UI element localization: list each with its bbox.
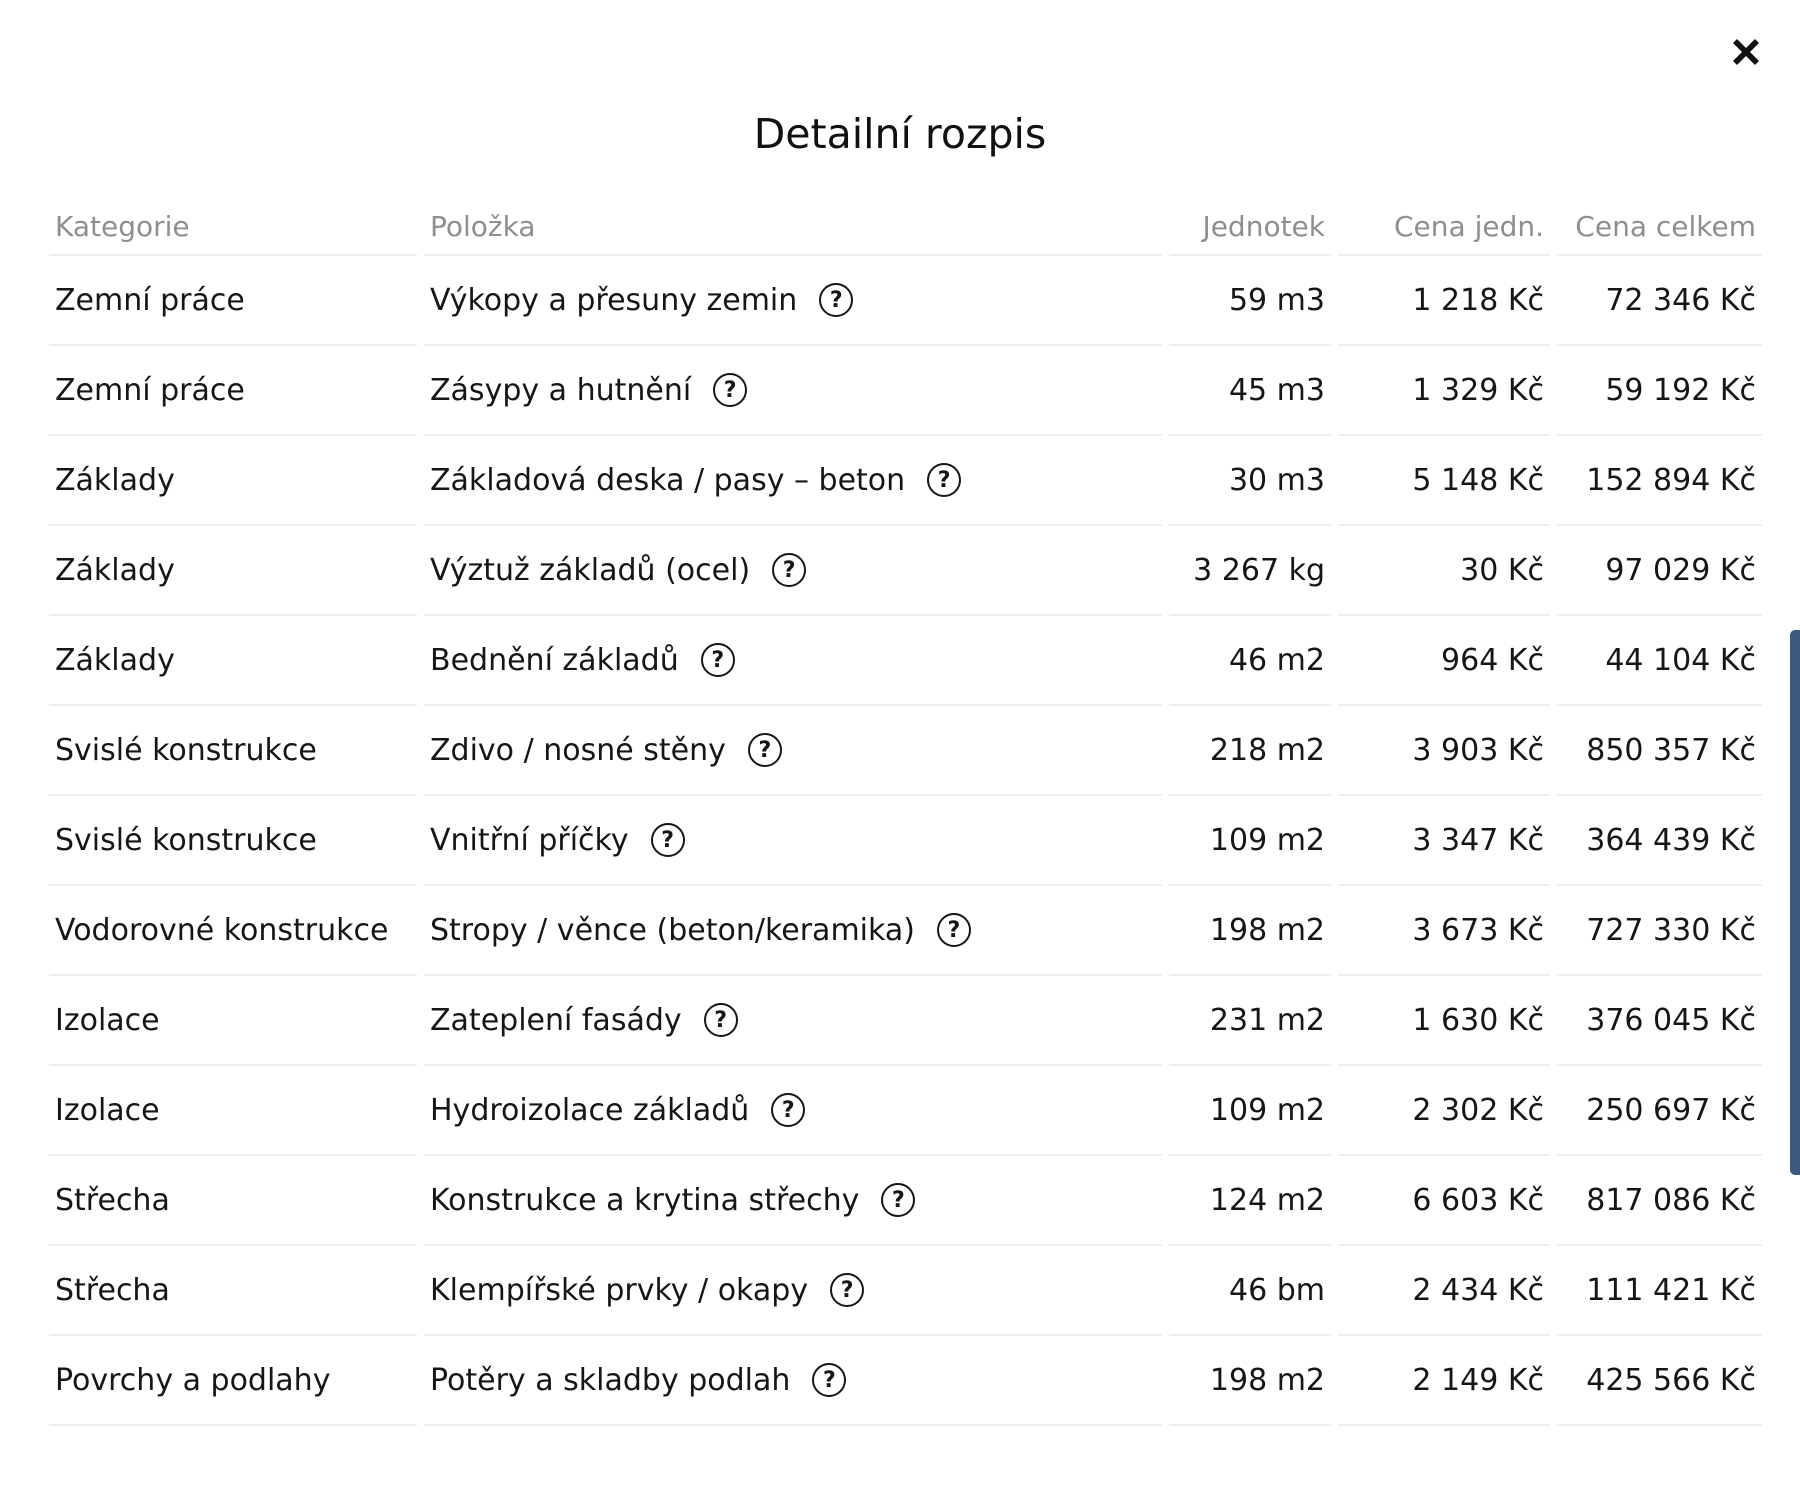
cell-category: Základy <box>49 616 417 706</box>
cell-item <box>424 1336 1162 1426</box>
cell-category: Základy <box>49 436 417 526</box>
cell-total-price: 97 029 Kč <box>1557 526 1762 616</box>
cell-unit-price: 1 630 Kč <box>1338 976 1550 1066</box>
breakdown-table <box>42 198 1769 1426</box>
cell-units: 45 m3 <box>1169 346 1331 436</box>
item-label: Výkopy a přesuny zemin <box>430 282 798 318</box>
cell-item <box>424 796 1162 886</box>
cell-category: Svislé konstrukce <box>49 706 417 796</box>
cell-units: 109 m2 <box>1169 1066 1331 1156</box>
cell-item <box>424 1066 1162 1156</box>
table-row <box>49 256 1762 346</box>
item-label: Zateplení fasády <box>430 1002 682 1038</box>
cell-total-price: 250 697 Kč <box>1557 1066 1762 1156</box>
cell-units: 124 m2 <box>1169 1156 1331 1246</box>
cell-category: Svislé konstrukce <box>49 796 417 886</box>
table-row <box>49 616 1762 706</box>
item-label: Základová deska / pasy – beton <box>430 462 906 498</box>
cell-category: Izolace <box>49 1066 417 1156</box>
cell-item <box>424 346 1162 436</box>
cell-item <box>424 436 1162 526</box>
item-label: Hydroizolace základů <box>430 1092 750 1128</box>
cell-item <box>424 526 1162 616</box>
cell-total-price: 364 439 Kč <box>1557 796 1762 886</box>
cell-category: Střecha <box>49 1156 417 1246</box>
cell-total-price: 425 566 Kč <box>1557 1336 1762 1426</box>
cell-units: 3 267 kg <box>1169 526 1331 616</box>
cell-units: 218 m2 <box>1169 706 1331 796</box>
cell-category: Vodorovné konstrukce <box>49 886 417 976</box>
cell-unit-price: 3 347 Kč <box>1338 796 1550 886</box>
cell-unit-price: 6 603 Kč <box>1338 1156 1550 1246</box>
table-row <box>49 1156 1762 1246</box>
cell-item <box>424 616 1162 706</box>
cell-category: Zemní práce <box>49 256 417 346</box>
item-label: Vnitřní příčky <box>430 822 629 858</box>
header-category: Kategorie <box>49 198 417 256</box>
table-row <box>49 346 1762 436</box>
cell-units: 46 bm <box>1169 1246 1331 1336</box>
cell-units: 231 m2 <box>1169 976 1331 1066</box>
cell-unit-price: 3 673 Kč <box>1338 886 1550 976</box>
cell-unit-price: 30 Kč <box>1338 526 1550 616</box>
scrollbar-thumb[interactable] <box>1790 630 1800 1175</box>
cell-item <box>424 1246 1162 1336</box>
cell-units: 198 m2 <box>1169 1336 1331 1426</box>
table-body <box>49 256 1762 1426</box>
table-row <box>49 436 1762 526</box>
cell-category: Zemní práce <box>49 346 417 436</box>
header-unit-price: Cena jedn. <box>1338 198 1550 256</box>
table-row <box>49 976 1762 1066</box>
cell-category: Izolace <box>49 976 417 1066</box>
table-row <box>49 886 1762 976</box>
cell-total-price: 727 330 Kč <box>1557 886 1762 976</box>
item-label: Výztuž základů (ocel) <box>430 552 751 588</box>
modal-title: Detailní rozpis <box>753 110 1047 158</box>
header-total-price: Cena celkem <box>1557 198 1762 256</box>
help-icon[interactable]: ? <box>937 913 971 947</box>
item-label: Klempířské prvky / okapy <box>430 1272 809 1308</box>
cell-total-price: 817 086 Kč <box>1557 1156 1762 1246</box>
cell-unit-price: 1 329 Kč <box>1338 346 1550 436</box>
cell-item <box>424 706 1162 796</box>
help-icon[interactable]: ? <box>881 1183 915 1217</box>
cell-unit-price: 2 149 Kč <box>1338 1336 1550 1426</box>
cell-total-price: 850 357 Kč <box>1557 706 1762 796</box>
cell-units: 59 m3 <box>1169 256 1331 346</box>
cell-unit-price: 2 434 Kč <box>1338 1246 1550 1336</box>
close-button[interactable] <box>1722 28 1770 76</box>
help-icon[interactable]: ? <box>927 463 961 497</box>
close-x-icon <box>1728 34 1764 70</box>
cell-item <box>424 886 1162 976</box>
cell-item <box>424 976 1162 1066</box>
item-label: Konstrukce a krytina střechy <box>430 1182 860 1218</box>
help-icon[interactable]: ? <box>651 823 685 857</box>
cell-total-price: 59 192 Kč <box>1557 346 1762 436</box>
help-icon[interactable]: ? <box>830 1273 864 1307</box>
help-icon[interactable]: ? <box>772 553 806 587</box>
header-item: Položka <box>424 198 1162 256</box>
item-label: Potěry a skladby podlah <box>430 1362 791 1398</box>
item-label: Stropy / věnce (beton/keramika) <box>430 912 915 948</box>
breakdown-table-wrapper <box>42 198 1757 1426</box>
help-icon[interactable]: ? <box>748 733 782 767</box>
table-row <box>49 526 1762 616</box>
cell-item <box>424 256 1162 346</box>
header-units: Jednotek <box>1169 198 1331 256</box>
cell-unit-price: 1 218 Kč <box>1338 256 1550 346</box>
cell-units: 30 m3 <box>1169 436 1331 526</box>
item-label: Zdivo / nosné stěny <box>430 732 726 768</box>
cell-category: Základy <box>49 526 417 616</box>
cell-total-price: 376 045 Kč <box>1557 976 1762 1066</box>
cell-unit-price: 3 903 Kč <box>1338 706 1550 796</box>
help-icon[interactable]: ? <box>771 1093 805 1127</box>
cell-units: 198 m2 <box>1169 886 1331 976</box>
help-icon[interactable]: ? <box>713 373 747 407</box>
item-label: Zásypy a hutnění <box>430 372 692 408</box>
table-row <box>49 1246 1762 1336</box>
cell-total-price: 72 346 Kč <box>1557 256 1762 346</box>
item-label: Bednění základů <box>430 642 679 678</box>
cell-total-price: 152 894 Kč <box>1557 436 1762 526</box>
cell-units: 109 m2 <box>1169 796 1331 886</box>
help-icon[interactable]: ? <box>701 643 735 677</box>
cell-item <box>424 1156 1162 1246</box>
table-header-row <box>49 198 1762 256</box>
help-icon[interactable]: ? <box>704 1003 738 1037</box>
help-icon[interactable]: ? <box>812 1363 846 1397</box>
cell-category: Povrchy a podlahy <box>49 1336 417 1426</box>
table-row <box>49 796 1762 886</box>
cell-total-price: 111 421 Kč <box>1557 1246 1762 1336</box>
table-row <box>49 1336 1762 1426</box>
table-row <box>49 706 1762 796</box>
cell-category: Střecha <box>49 1246 417 1336</box>
table-row <box>49 1066 1762 1156</box>
cell-total-price: 44 104 Kč <box>1557 616 1762 706</box>
help-icon[interactable]: ? <box>819 283 853 317</box>
cell-units: 46 m2 <box>1169 616 1331 706</box>
cell-unit-price: 964 Kč <box>1338 616 1550 706</box>
cell-unit-price: 2 302 Kč <box>1338 1066 1550 1156</box>
cell-unit-price: 5 148 Kč <box>1338 436 1550 526</box>
